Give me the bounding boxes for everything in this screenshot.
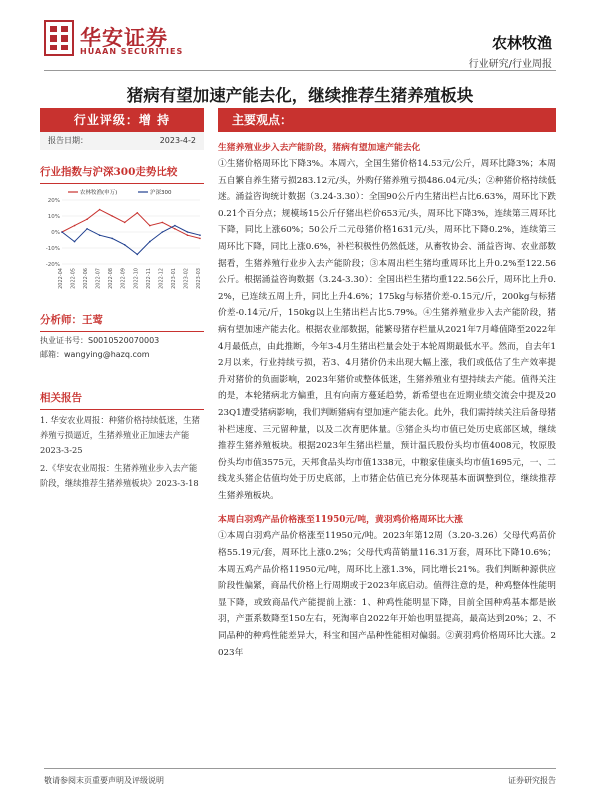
cert-label: 执业证书号：	[40, 336, 88, 345]
series-point	[99, 209, 101, 211]
header-divider	[44, 70, 556, 71]
footer-report-type: 证券研究报告	[508, 776, 556, 785]
series-point	[124, 222, 126, 224]
series-point	[99, 234, 101, 236]
y-tick-label: 20%	[47, 198, 60, 204]
section-paragraph-chicken: ①本周白羽鸡产品价格涨至11950元/吨。2023年第12周（3.20-3.26）父母代鸡苗价格55.19元/套，周环比上涨0.2%；父母代鸡苗销量116.31万套，周环比下降10.6%；本周五鸡产品价格11950元/吨，周环比上涨1.3%，同比增长21%。我们判断种源供应阶段性偏紧，商品代价格上行周期或于2023年底启动。值得注意的是，种鸡整体性能明显下降，或致商品代产能提前上涨：1、种鸡性能明显下降，目前全国种鸡基本都是嵌羽，产蛋系数降至150左右，死淘率自2022年开始也明显提高，最高达到20%；2、不同品种的种鸡性能差异大，科宝和国产品种性能相对偏弱。②黄羽鸡价格周环比大涨。2023年	[218, 531, 556, 658]
series-point	[174, 228, 176, 230]
cert-line	[40, 335, 204, 346]
y-tick-label: 10%	[47, 214, 60, 220]
report-type-label: 行业研究/行业周报	[468, 59, 552, 70]
series-point	[187, 234, 189, 236]
y-tick-label: -10%	[45, 246, 60, 252]
report-title: 猪病有望加速产能去化，继续推荐生猪养殖板块	[126, 86, 474, 105]
series-point	[124, 244, 126, 246]
x-tick-label: 2022-08	[108, 268, 115, 289]
x-tick-label: 2023-03	[196, 268, 202, 289]
series-point	[74, 241, 76, 243]
y-tick-label: -20%	[45, 262, 60, 268]
chart-svg	[40, 186, 204, 292]
x-tick-label: 2022-07	[95, 268, 102, 289]
email-line	[40, 349, 204, 360]
x-tick-label: 2023-01	[170, 268, 177, 289]
rating-label: 行业评级：	[73, 113, 139, 127]
series-point	[136, 254, 138, 256]
x-tick-label: 2022-06	[83, 268, 90, 289]
huaan-logo-icon	[44, 20, 74, 56]
section-paragraph-hog: ①生猪价格周环比下降3%。本周六，全国生猪价格14.53元/公斤，周环比降3%；本周五自繁自养生猪亏损283.12元/头，外购仔猪养殖亏损486.04元/头；②种猪价格持续低迷。涌益咨询统计数据（3.24-3.30）：全国90公斤内生猪出栏占比6.63%，周环比下跌0.21个百分点；规模场15公斤仔猪出栏价653元/头，周环比下降3%，连续第三周环比下降，同比上涨60%；50公斤二元母猪价格1631元/头，周环比下降0.2%，连续第三周环比下降，同比上涨0.6%，补栏积极性仍然低迷，从畜牧协会、涌益咨询、农业部数据看，生猪养殖行业步入去产能阶段；③本周出栏生猪均重周环比上升0.2%至122.56公斤。根据涌益咨询数据（3.24-3.30）：全国出栏生猪均重122.56公斤，周环比上升0.2%，已连续五周上升，同比上升4.6%；175kg与标猪价差-0.15元/斤，200kg与标猪价差-0.14元/斤，150kg以上生猪出栏占比5.79%。④生猪养殖业步入去产能阶段，猪病有望加速产能去化。根据农业部数据，能繁母猪存栏量从2021年7月峰值降至2022年4月最低点，由此推断，今年3-4月生猪出栏量会处于本轮周期最低水平。然而，自去年12月以来，行业持续亏损，若3、4月猪价仍未出现大幅上涨，我们或低估了生产效率提升对猪价的负面影响，2023年猪价或整体低迷，生猪养殖业有望持续去产能。值得关注的是，本轮猪病北方偏重，且有向南方蔓延趋势，新希望也在近期业绩交流会中提及2023Q1遭受猪病影响，我们判断猪病有望加速产能去化。此外，我们需持续关注后备母猪补栏速度、三元留种量，以及二次育肥体量。⑤猪企头均市值已处历史底部区域，继续推荐生猪养殖板块。根据2023年生猪出栏量，预计温氏股份头均市值4008元，牧原股份头均市值3575元，天邦食品头均市值1338元，中粮家佳康头均市值1695元，一、二线龙头猪企估值均处于历史底部，上市猪企估值已充分体现基本面调整到位，继续推荐生猪养殖板块。	[218, 159, 556, 501]
legend-label: 沪深300	[150, 190, 172, 196]
email-label: 邮箱：	[40, 350, 64, 359]
x-tick-label: 2023-02	[183, 268, 190, 289]
series-point	[199, 234, 201, 236]
index-comparison-chart	[40, 186, 204, 292]
main-content	[218, 108, 556, 661]
footer-disclaimer: 敬请参阅末页重要声明及评级说明	[44, 776, 164, 785]
series-point	[74, 225, 76, 227]
x-tick-label: 2022-12	[158, 268, 165, 289]
x-tick-label: 2022-11	[145, 268, 152, 289]
y-tick-label: 0%	[51, 230, 60, 236]
series-point	[162, 231, 164, 233]
series-point	[174, 225, 176, 227]
series-point	[86, 218, 88, 220]
email-value[interactable]: wangying@hazq.com	[64, 350, 150, 359]
series-point	[162, 222, 164, 224]
rating-value: 增 持	[138, 113, 171, 127]
logo-text-en: HUAAN SECURITIES	[80, 47, 184, 56]
series-line-agri	[62, 210, 200, 239]
series-point	[136, 212, 138, 214]
series-point	[111, 238, 113, 240]
series-point	[111, 215, 113, 217]
x-tick-label: 2022-05	[70, 268, 77, 289]
series-line-hs300	[62, 226, 200, 255]
section-heading-hog: 生猪养殖业步入去产能阶段，猪病有望加速产能去化	[218, 143, 421, 153]
series-point	[86, 228, 88, 230]
report-date-value: 2023-4-2	[159, 136, 196, 145]
related-report-item[interactable]: 1. 华安农业周报：种猪价格持续低迷，生猪养殖亏损逼近，生猪养殖业正加速去产能 2023-3-25	[40, 415, 200, 455]
report-date-row	[40, 132, 204, 150]
cert-value: S0010520070003	[88, 336, 160, 345]
left-sidebar	[40, 108, 204, 491]
legend-label: 农林牧渔(申万)	[80, 190, 118, 196]
key-points-heading: 主要观点：	[218, 108, 556, 132]
series-point	[187, 231, 189, 233]
x-tick-label: 2022-04	[58, 268, 64, 289]
related-report-item[interactable]: 2.《华安农业周报：生猪养殖业步入去产能阶段，继续推荐生猪养殖板块》2023-3-18	[40, 463, 199, 488]
analyst-heading: 分析师：王莺	[40, 312, 204, 332]
report-date-label: 报告日期：	[48, 136, 88, 145]
x-tick-label: 2022-10	[133, 268, 140, 289]
series-point	[149, 225, 151, 227]
industry-label: 农林牧渔	[491, 34, 552, 52]
series-point	[199, 238, 201, 240]
chart-title: 行业指数与沪深300走势比较	[40, 164, 204, 184]
related-reports-heading: 相关报告	[40, 390, 204, 410]
x-tick-label: 2022-09	[120, 268, 127, 289]
rating-box	[40, 108, 204, 132]
series-point	[149, 241, 151, 243]
series-point	[61, 231, 63, 233]
logo-text-cn: 华安证券	[80, 25, 168, 50]
footer-divider	[44, 768, 556, 769]
page-header	[0, 0, 600, 80]
section-heading-chicken: 本周白羽鸡产品价格涨至11950元/吨，黄羽鸡价格周环比大涨	[218, 515, 463, 526]
